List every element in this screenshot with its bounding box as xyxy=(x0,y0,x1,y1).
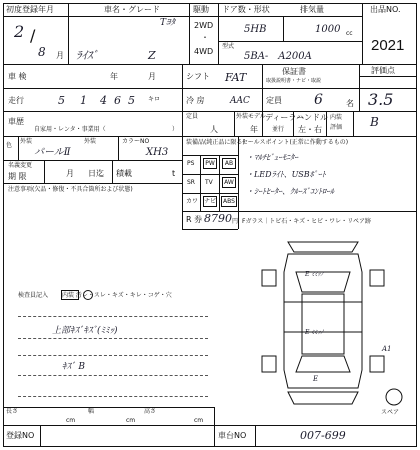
first-reg-label: 初度登録年月 xyxy=(6,5,54,14)
inspector-note-1: 上部ｷｽﾞｷｽﾞ(ﾐﾐｯ) xyxy=(52,326,118,336)
history-close: ） xyxy=(172,126,179,133)
inspector-label: 検査員記入 xyxy=(18,292,49,299)
equip-leather: カワ xyxy=(186,198,199,205)
rule xyxy=(182,111,183,136)
model-year-label: 外装モデル xyxy=(236,113,266,120)
note-line xyxy=(18,396,208,398)
rule xyxy=(44,160,45,183)
mileage-digit-4: 6 xyxy=(114,94,121,107)
drive-dot: ・ xyxy=(201,33,209,42)
equip-navi-check: ナビ xyxy=(204,198,217,205)
note-line xyxy=(18,355,208,357)
chassis-handwritten: 007-699 xyxy=(300,429,346,442)
model-handwritten: 5BA- A200A xyxy=(244,51,312,62)
name-change-label: 名義変更 xyxy=(8,162,33,169)
car-name-label: 車名・グレード xyxy=(104,5,160,14)
rule xyxy=(118,136,119,160)
notes-label: 注意事項(欠品・修復・不具合箇所および状態) xyxy=(8,186,133,193)
length-unit: cm xyxy=(66,417,76,424)
r-tire-unit: 円 xyxy=(232,218,239,225)
rule xyxy=(182,229,238,230)
rule xyxy=(3,160,182,161)
deadline-label: 期 限 xyxy=(8,172,27,181)
rule xyxy=(182,155,238,156)
sales-point-3: ・ｼｰﾄﾋｰﾀｰ、ｸﾙｰｽﾞｺﾝﾄﾛｰﾙ xyxy=(246,187,334,196)
rule xyxy=(68,3,69,64)
lot-label: 出品NO. xyxy=(370,5,401,14)
rule xyxy=(359,64,360,111)
equip-ps: PS xyxy=(187,160,195,167)
rule xyxy=(182,193,238,194)
rule xyxy=(3,183,182,184)
rule xyxy=(262,64,263,111)
inspection-label: 車 検 xyxy=(8,72,27,81)
warranty-sub: 取扱説明書・ナビ・取説 xyxy=(266,78,322,84)
equip-pw-check: PW xyxy=(203,158,217,169)
interior-sub: 評価 xyxy=(330,124,343,131)
rule xyxy=(3,136,417,137)
height-unit: cm xyxy=(194,417,204,424)
shift-label: シフト xyxy=(186,72,210,81)
car-damage-diagram xyxy=(240,232,418,410)
rule xyxy=(219,155,220,211)
equip-tv: TV xyxy=(205,179,213,186)
equip-aw-check: AW xyxy=(222,177,236,188)
car-name-handwritten: ﾗｲｽﾞ xyxy=(76,49,98,62)
dealer-label: ディーラー xyxy=(265,113,305,122)
color-code-handwritten: XH3 xyxy=(146,147,169,158)
inspection-month: 月 xyxy=(148,72,156,81)
rule xyxy=(362,3,363,64)
load-unit: t xyxy=(172,169,176,178)
color-code-label: カラーNO xyxy=(122,138,150,145)
shift-handwritten: FAT xyxy=(225,71,247,84)
grade-handwritten: Z xyxy=(148,49,156,62)
rule xyxy=(3,64,417,65)
width-unit: cm xyxy=(126,417,136,424)
rule xyxy=(359,76,417,77)
rule xyxy=(200,155,201,211)
cc-unit: cc xyxy=(346,30,353,37)
mileage-label: 走行 xyxy=(8,96,24,105)
rule xyxy=(214,407,215,447)
color-handwritten: パールⅡ xyxy=(34,147,71,158)
equip-sr: SR xyxy=(187,179,195,186)
diagram-mark-4: E xyxy=(313,375,319,383)
registration-label: 登録NO xyxy=(6,431,35,440)
diagram-mark-3: A1 xyxy=(382,345,392,353)
rule xyxy=(255,425,256,447)
ac-label: 冷 房 xyxy=(186,96,205,105)
inspector-interior-box xyxy=(61,290,79,300)
diagram-mark-2: E ﾐﾐｯﾉ xyxy=(305,329,324,336)
rule xyxy=(182,64,183,111)
history-sub: 自家用・レンタ・事業用（ xyxy=(34,126,106,133)
inspector-note-2: ｷｽﾞ B xyxy=(62,362,85,372)
rule xyxy=(3,425,417,426)
capacity-label: 定員 xyxy=(266,96,282,105)
sales-point-label: セールスポイント(正常に作動するもの) xyxy=(242,139,349,146)
sales-point-2: ・LEDﾗｲﾄ、USBﾎﾟｰﾄ xyxy=(246,170,326,179)
color-sub: 外装 xyxy=(20,138,33,145)
rule xyxy=(3,88,417,89)
model-label: 型式 xyxy=(222,43,235,50)
rule xyxy=(189,3,190,64)
rule xyxy=(3,111,417,112)
capacity-unit: 名 xyxy=(346,99,354,108)
month-unit: 月 xyxy=(56,51,64,60)
glass-label: Fガラス｜トビ石・キズ・ヒビ・ワレ・リペア跡 xyxy=(242,218,372,225)
deadline-month: 月 xyxy=(66,169,74,178)
mileage-digit-5: 5 xyxy=(128,94,135,107)
lot-number: 2021 xyxy=(371,37,405,54)
km-unit: キロ xyxy=(148,96,161,103)
history-label: 車歴 xyxy=(8,117,24,126)
interior-grade-handwritten: B xyxy=(370,115,379,129)
history-capacity-label: 定員 xyxy=(186,113,199,120)
mileage-digit-2: 1 xyxy=(80,94,87,107)
inspection-year: 年 xyxy=(110,72,118,81)
displacement-label: 排気量 xyxy=(300,5,324,14)
rule xyxy=(40,425,41,447)
rule xyxy=(3,16,362,17)
rule xyxy=(218,3,219,64)
length-label: 長さ xyxy=(6,408,19,415)
sales-point-1: ・ﾏﾙﾁﾋﾞｭｰﾓﾆﾀｰ xyxy=(246,153,298,162)
rule xyxy=(218,41,362,42)
rule xyxy=(283,16,284,41)
equip-ab-check: AB xyxy=(222,158,236,169)
warranty-label: 保証書 xyxy=(282,67,306,76)
equip-abs-check: ABS xyxy=(221,196,237,207)
rule xyxy=(182,174,238,175)
rule xyxy=(234,111,235,136)
deadline-day: 日迄 xyxy=(88,169,104,178)
note-line xyxy=(18,375,208,377)
model-year-unit: 年 xyxy=(250,125,258,134)
rule xyxy=(238,136,239,229)
load-label: 積載 xyxy=(116,169,132,178)
eval-score-handwritten: 3.5 xyxy=(368,90,394,109)
drive-2wd: 2WD xyxy=(194,21,214,30)
rule xyxy=(112,160,113,183)
drive-label: 駆動 xyxy=(193,5,209,14)
rule xyxy=(182,136,183,229)
width-label: 幅 xyxy=(88,408,95,415)
ac-handwritten: AAC xyxy=(230,96,250,106)
rule xyxy=(18,136,19,160)
slash: / xyxy=(30,26,36,45)
reg-month-handwritten: 8 xyxy=(38,45,46,59)
r-tire-label: R 券 xyxy=(186,215,203,224)
r-tire-handwritten: 8790 xyxy=(204,212,232,225)
height-label: 高さ xyxy=(144,408,157,415)
displacement-handwritten: 1000 xyxy=(315,24,341,35)
history-capacity-unit: 人 xyxy=(210,125,218,134)
doors-handwritten: 5HB xyxy=(244,24,267,35)
note-line xyxy=(18,316,208,318)
grade-top-handwritten: Tﾖﾀ xyxy=(160,18,176,28)
mileage-digit-1: 5 xyxy=(58,94,65,107)
diagram-mark-1: E ﾐﾐｯﾉ xyxy=(305,271,324,278)
eval-label: 評価点 xyxy=(371,66,395,75)
chassis-label: 車台NO xyxy=(218,431,247,440)
color-sub-2: 外装 xyxy=(84,138,97,145)
capacity-handwritten: 6 xyxy=(314,92,323,108)
rule xyxy=(3,407,214,408)
note-line xyxy=(18,338,208,340)
handle-value: 左・右 xyxy=(298,125,322,134)
inspector-options: 内装 汚レ・スレ・キズ・キレ・コゲ・穴 xyxy=(62,292,172,299)
stain-circle xyxy=(83,290,93,300)
handle-label: ハンドル xyxy=(296,113,328,122)
color-label: 色 xyxy=(6,142,13,149)
reg-year-handwritten: 2 xyxy=(14,22,25,41)
rule xyxy=(353,111,354,136)
mileage-digit-3: 4 xyxy=(100,94,107,107)
spare-label: スペア xyxy=(381,409,400,416)
dealer-sub: 並行 xyxy=(272,126,285,133)
interior-label: 内装 xyxy=(330,114,343,121)
equipment-label: 装備品(純正品に限る) xyxy=(186,139,245,146)
drive-4wd: 4WD xyxy=(194,47,214,56)
doors-label: ドア数・形状 xyxy=(222,5,270,14)
